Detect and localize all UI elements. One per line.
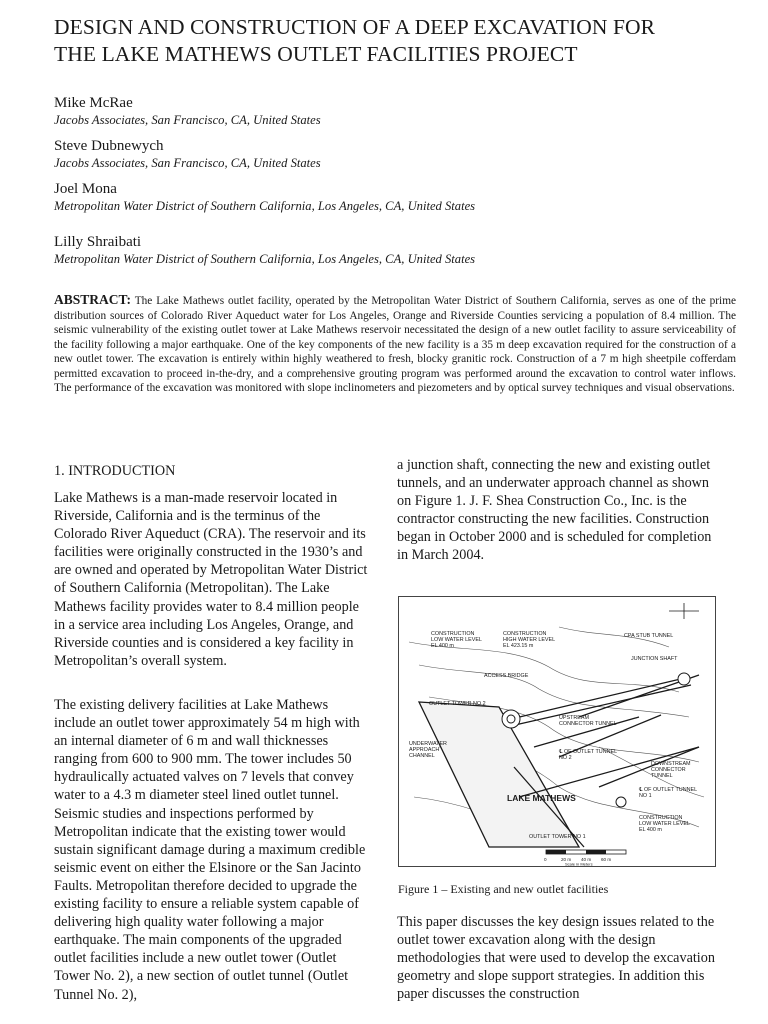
intro-paragraph-1 <box>54 489 372 670</box>
label-junction-shaft: JUNCTION SHAFT <box>631 656 678 662</box>
author-affiliation: Metropolitan Water District of Southern California, Los Angeles, CA, United States <box>54 199 476 213</box>
paragraph-text: This paper discusses the key design issues related to the outlet tower excavation along with the design methodologies that were used to develop the excavation geometry and slope support strategies. In addition this paper discusses the construction <box>397 914 715 1003</box>
label-outlet-tower-2: OUTLET TOWER NO 2 <box>429 701 486 707</box>
author-block-3 <box>54 180 744 214</box>
title-line-2: THE LAKE MATHEWS OUTLET FACILITIES PROJECT <box>54 42 578 66</box>
label-outlet-tunnel-2: ℄ OF OUTLET TUNNEL NO 2 <box>559 749 617 761</box>
label-access-bridge: ACCESS BRIDGE <box>484 673 529 679</box>
label-upstream-connector: UPSTREAM CONNECTOR TUNNEL <box>559 715 617 727</box>
paper-title <box>54 14 744 68</box>
author-block-1 <box>54 94 744 128</box>
label-lake-mathews: LAKE MATHEWS <box>507 793 576 803</box>
author-block-4 <box>54 233 744 267</box>
author-name: Joel Mona <box>54 181 117 197</box>
abstract-text: The Lake Mathews outlet facility, operated by the Metropolitan Water District of Southern California, serves as one of the prime distribution sources of Colorado River Aqueduct water for Los Angeles, Orange and Riverside Counties servicing a population of 8.4 million. The seismic vulnerability of the existing outlet tower at Lake Mathews reservoir necessitated the design of a new outlet facility to assure serviceability of the facility following a major earthquake. One of the key components of the new facility is a 35 m deep excavation required for the construction of a new outlet tower. The excavation is entirely within highly weathered to fresh, blocky granitic rock. Construction of a 7 m high sheetpile cofferdam permitted excavation to proceed in-the-dry, and a comprehensive grouting program was performed around the excavation to control water inflows. The performance of the excavation was monitored with slope inclinometers and piezometers and by optical survey techniques and visual observations. <box>54 295 736 394</box>
label-outlet-tunnel-1: ℄ OF OUTLET TUNNEL NO 1 <box>639 787 697 799</box>
label-low-water-level-2: CONSTRUCTION LOW WATER LEVEL EL 400 m <box>639 815 690 833</box>
author-affiliation: Jacobs Associates, San Francisco, CA, United States <box>54 156 321 170</box>
label-cpa-stub-tunnel: CPA STUB TUNNEL <box>624 633 674 639</box>
author-name: Mike McRae <box>54 95 133 111</box>
title-line-1: DESIGN AND CONSTRUCTION OF A DEEP EXCAVATION FOR <box>54 15 656 39</box>
figure-caption: Figure 1 – Existing and new outlet facilities <box>398 882 609 896</box>
site-plan-drawing <box>399 597 715 866</box>
abstract-label: ABSTRACT: <box>54 292 132 307</box>
section-heading-introduction: 1. INTRODUCTION <box>54 463 176 479</box>
label-downstream-connector: DOWNSTREAM CONNECTOR TUNNEL <box>651 761 691 779</box>
author-affiliation: Jacobs Associates, San Francisco, CA, United States <box>54 113 321 127</box>
scale-tick-20: 20 m <box>561 857 572 862</box>
label-outlet-tower-1: OUTLET TOWER NO 1 <box>529 834 586 840</box>
paragraph-text: a junction shaft, connecting the new and existing outlet tunnels, and an underwater approach channel as shown on Figure 1. J. F. Shea Construction Co., Inc. is the contractor constructing the new facilities. Construction began in October 2000 and is scheduled for completion in March 2004. <box>397 457 712 564</box>
author-block-2 <box>54 137 744 171</box>
right-paragraph-2 <box>397 913 715 1003</box>
figure-1-site-plan <box>398 596 716 867</box>
author-name: Lilly Shraibati <box>54 234 142 250</box>
paragraph-text: The existing delivery facilities at Lake Mathews include an outlet tower approximately 54 m high with an internal diameter of 6 m and wall thicknesses ranging from 600 to 900 mm. The tower includes 50 hydraulically actuated valves on 7 levels that convey water to a 4.3 m diameter steel lined outlet tunnel. Seismic studies and inspections performed by Metropolitan indicate that the existing tower would sustain significant damage during a maximum credible seismic event on either the Elsinore or the San Jacinto Faults. Metropolitan therefore decided to upgrade the existing facility to ensure a reliable system capable of delivering high quality water following a major earthquake. The main components of the upgraded outlet facilities include a new outlet tower (Outlet Tower No. 2), a new section of outlet tunnel (Outlet Tunnel No. 2), <box>54 697 366 1003</box>
label-high-water-level: CONSTRUCTION HIGH WATER LEVEL EL 423.15 m <box>503 631 555 649</box>
scale-caption: Scale in Meters <box>565 861 593 866</box>
label-underwater-channel: UNDERWATER APPROACH CHANNEL <box>409 741 447 759</box>
author-affiliation: Metropolitan Water District of Southern California, Los Angeles, CA, United States <box>54 252 476 266</box>
label-low-water-level: CONSTRUCTION LOW WATER LEVEL EL 400 m <box>431 631 482 649</box>
right-paragraph-1 <box>397 456 715 565</box>
abstract <box>54 293 736 396</box>
scale-tick-40: 40 m <box>581 857 592 862</box>
paragraph-text: Lake Mathews is a man-made reservoir located in Riverside, California and is the terminus of the Colorado River Aqueduct (CRA). The reservoir and its facilities were originally constructed in the 1930’s and are owned and operated by Metropolitan Water District of Southern California (Metropolitan). The Lake Mathews facility provides water to 8.4 million people in a service area including Los Angeles, Orange, and Riverside counties and is considered a key facility in Metropolitan’s overall system. <box>54 490 368 669</box>
intro-paragraph-2 <box>54 696 372 1004</box>
scale-tick-0: 0 <box>544 857 547 862</box>
scale-tick-60: 60 m <box>601 857 612 862</box>
author-name: Steve Dubnewych <box>54 138 164 154</box>
